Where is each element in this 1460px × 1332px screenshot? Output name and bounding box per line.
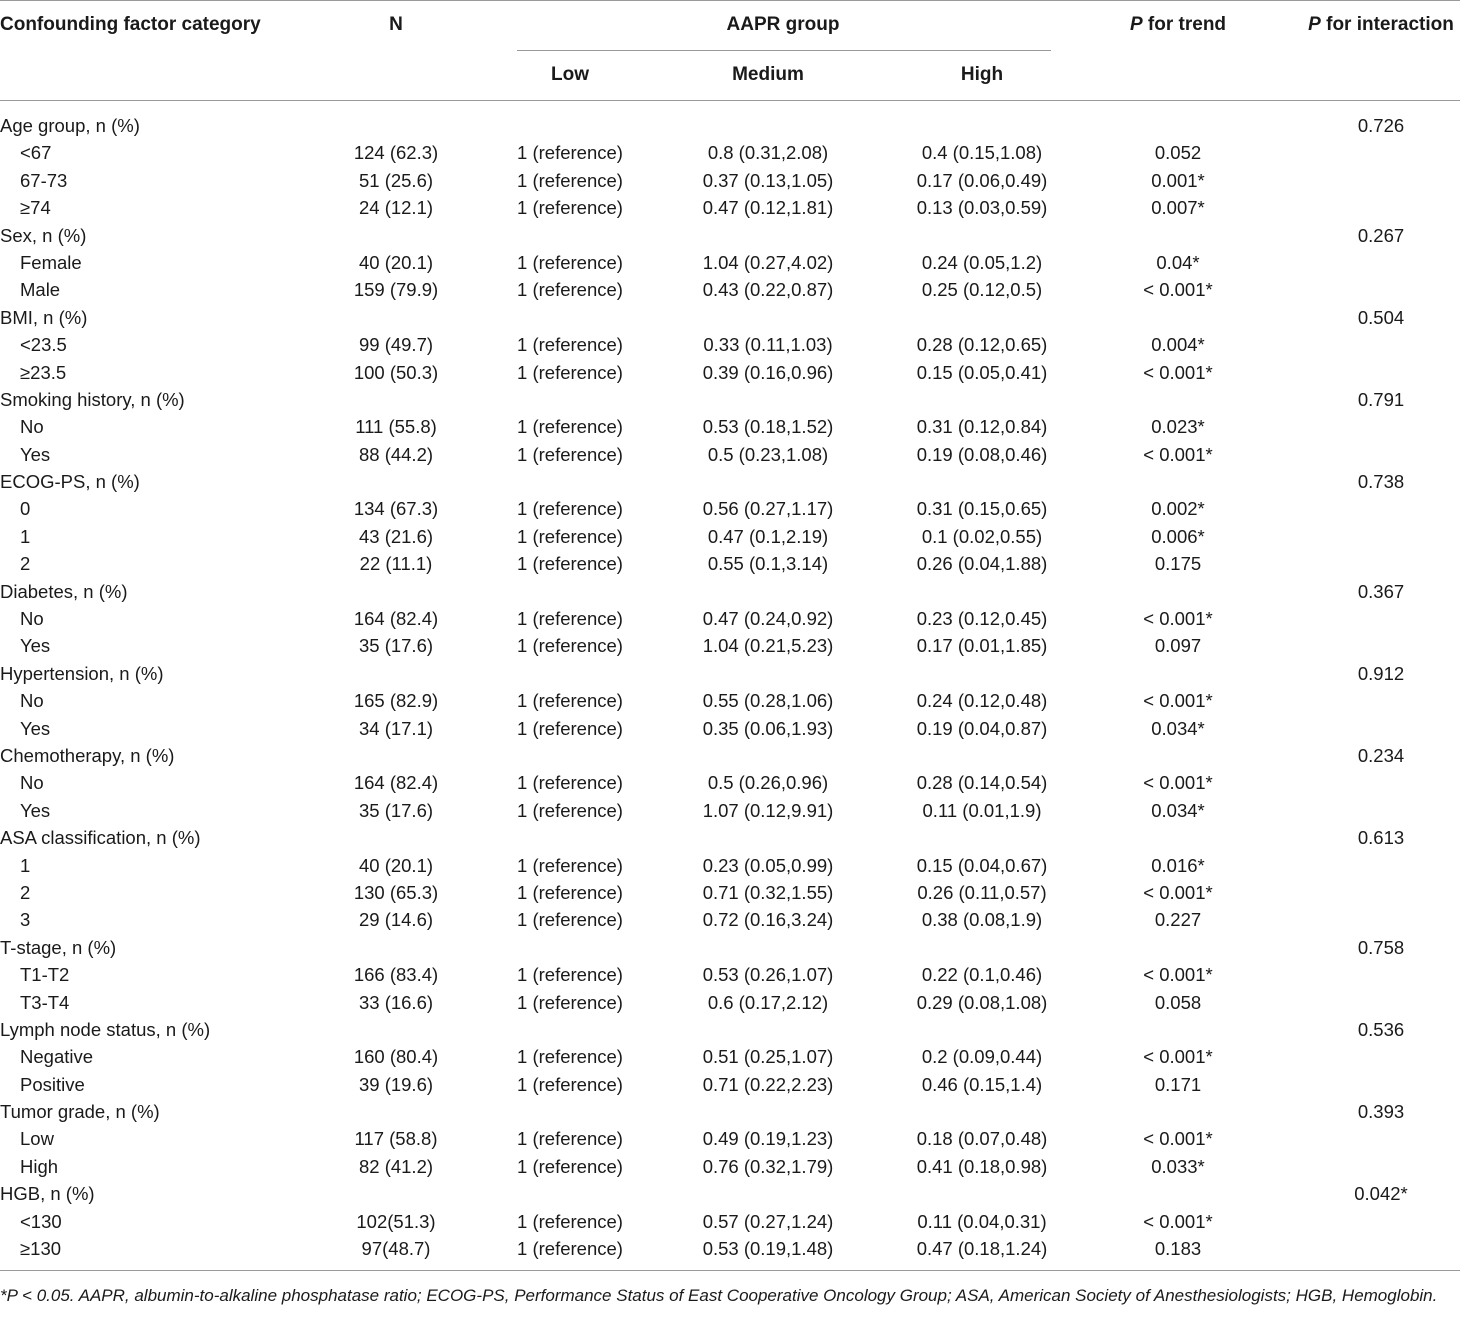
header-category: Confounding factor category xyxy=(0,14,261,35)
cell-p-trend: < 0.001* xyxy=(1143,608,1213,630)
table-row xyxy=(0,687,1460,714)
cell-high: 0.22 (0.1,0.46) xyxy=(921,964,1043,986)
row-label: No xyxy=(20,772,44,794)
cell-n: 160 (80.4) xyxy=(353,1046,439,1068)
cell-medium: 0.76 (0.32,1.79) xyxy=(702,1155,834,1177)
row-label: No xyxy=(20,690,44,712)
row-label: Hypertension, n (%) xyxy=(0,662,164,684)
cell-medium: 1.07 (0.12,9.91) xyxy=(702,799,834,821)
cell-low: 1 (reference) xyxy=(517,1128,623,1150)
header-low: Low xyxy=(551,64,589,85)
cell-medium: 0.5 (0.23,1.08) xyxy=(707,443,829,465)
cell-medium: 0.55 (0.28,1.06) xyxy=(702,690,834,712)
cell-low: 1 (reference) xyxy=(517,608,623,630)
cell-n: 40 (20.1) xyxy=(358,854,434,876)
table-row xyxy=(0,1043,1460,1070)
table-row xyxy=(0,1208,1460,1235)
cell-n: 165 (82.9) xyxy=(353,690,439,712)
cell-n: 124 (62.3) xyxy=(353,142,439,164)
cell-medium: 0.43 (0.22,0.87) xyxy=(702,279,834,301)
cell-low: 1 (reference) xyxy=(517,964,623,986)
table-row-category xyxy=(0,934,1460,961)
cell-high: 0.24 (0.12,0.48) xyxy=(916,690,1048,712)
cell-p-trend: 0.183 xyxy=(1154,1238,1202,1260)
cell-low: 1 (reference) xyxy=(517,909,623,931)
cell-high: 0.28 (0.14,0.54) xyxy=(916,772,1048,794)
cell-low: 1 (reference) xyxy=(517,142,623,164)
cell-medium: 0.71 (0.22,2.23) xyxy=(702,1073,834,1095)
header-p-trend-text: for trend xyxy=(1142,14,1227,35)
cell-low: 1 (reference) xyxy=(517,1073,623,1095)
cell-n: 166 (83.4) xyxy=(353,964,439,986)
cell-p-trend: < 0.001* xyxy=(1143,443,1213,465)
cell-p-trend: < 0.001* xyxy=(1143,772,1213,794)
cell-p-interaction: 0.791 xyxy=(1357,388,1405,410)
cell-n: 117 (58.8) xyxy=(354,1128,438,1150)
header-n: N xyxy=(389,14,403,35)
header-p-interaction-italic: P xyxy=(1308,14,1321,35)
cell-p-trend: < 0.001* xyxy=(1143,1046,1213,1068)
row-label: ≥130 xyxy=(20,1238,62,1260)
cell-n: 82 (41.2) xyxy=(358,1155,434,1177)
row-label: ≥23.5 xyxy=(20,361,67,383)
cell-p-interaction: 0.504 xyxy=(1357,306,1405,328)
row-label: T-stage, n (%) xyxy=(0,936,117,958)
table-row xyxy=(0,139,1460,166)
cell-n: 111 (55.8) xyxy=(355,416,437,438)
cell-p-interaction: 0.613 xyxy=(1357,827,1405,849)
cell-n: 33 (16.6) xyxy=(358,991,434,1013)
row-label: ASA classification, n (%) xyxy=(0,827,201,849)
cell-p-interaction: 0.536 xyxy=(1357,1018,1405,1040)
cell-low: 1 (reference) xyxy=(517,334,623,356)
cell-low: 1 (reference) xyxy=(517,1155,623,1177)
cell-low: 1 (reference) xyxy=(517,635,623,657)
table-row xyxy=(0,1153,1460,1180)
table-row-category xyxy=(0,468,1460,495)
table-row xyxy=(0,495,1460,522)
row-label: Female xyxy=(20,251,82,273)
cell-high: 0.11 (0.04,0.31) xyxy=(917,1210,1047,1232)
cell-p-trend: 0.034* xyxy=(1151,717,1205,739)
cell-medium: 0.55 (0.1,3.14) xyxy=(707,553,829,575)
cell-medium: 0.37 (0.13,1.05) xyxy=(702,169,834,191)
cell-low: 1 (reference) xyxy=(517,361,623,383)
cell-p-trend: 0.052 xyxy=(1154,142,1202,164)
cell-p-interaction: 0.042* xyxy=(1354,1183,1408,1205)
row-label: 1 xyxy=(20,854,31,876)
cell-medium: 0.53 (0.19,1.48) xyxy=(702,1238,834,1260)
table-row-category xyxy=(0,222,1460,249)
cell-p-trend: 0.016* xyxy=(1151,854,1205,876)
cell-p-trend: < 0.001* xyxy=(1143,1128,1213,1150)
row-label: Tumor grade, n (%) xyxy=(0,1101,160,1123)
cell-medium: 0.5 (0.26,0.96) xyxy=(707,772,829,794)
table-row xyxy=(0,1235,1460,1262)
row-label: Yes xyxy=(20,799,51,821)
table-row-category xyxy=(0,1180,1460,1207)
cell-medium: 0.6 (0.17,2.12) xyxy=(707,991,829,1013)
cell-low: 1 (reference) xyxy=(517,498,623,520)
row-label: 1 xyxy=(20,525,31,547)
header-aapr-group: AAPR group xyxy=(726,14,840,35)
footnote: *P < 0.05. AAPR, albumin-to-alkaline phosphatase ratio; ECOG-PS, Performance Status of East Cooperative Oncology Group; ASA, American Society of Anesthesiologists; HGB, Hemoglobin. xyxy=(0,1286,1438,1305)
header-high: High xyxy=(960,64,1004,85)
table-row xyxy=(0,249,1460,276)
row-label: <67 xyxy=(20,142,52,164)
cell-low: 1 (reference) xyxy=(517,1238,623,1260)
table-row xyxy=(0,441,1460,468)
table-row-category xyxy=(0,742,1460,769)
table-row xyxy=(0,879,1460,906)
row-label: <23.5 xyxy=(20,334,67,356)
aapr-group-rule xyxy=(517,50,1051,51)
table-row-category xyxy=(0,112,1460,139)
table-row xyxy=(0,989,1460,1016)
cell-high: 0.1 (0.02,0.55) xyxy=(921,525,1043,547)
table-row xyxy=(0,715,1460,742)
cell-high: 0.15 (0.05,0.41) xyxy=(916,361,1048,383)
table-row xyxy=(0,167,1460,194)
cell-medium: 0.8 (0.31,2.08) xyxy=(707,142,829,164)
row-label: Yes xyxy=(20,443,51,465)
header-p-interaction xyxy=(1308,14,1454,36)
cell-high: 0.18 (0.07,0.48) xyxy=(916,1128,1048,1150)
cell-n: 24 (12.1) xyxy=(358,197,434,219)
cell-n: 39 (19.6) xyxy=(358,1073,434,1095)
cell-p-trend: 0.04* xyxy=(1156,251,1200,273)
row-label: 3 xyxy=(20,909,31,931)
cell-n: 88 (44.2) xyxy=(358,443,434,465)
cell-p-trend: < 0.001* xyxy=(1143,881,1213,903)
row-label: 2 xyxy=(20,881,31,903)
header-medium: Medium xyxy=(732,64,804,85)
cell-n: 22 (11.1) xyxy=(359,553,433,575)
cell-medium: 0.56 (0.27,1.17) xyxy=(702,498,834,520)
table-row xyxy=(0,852,1460,879)
table-row-category xyxy=(0,304,1460,331)
table-row xyxy=(0,797,1460,824)
cell-low: 1 (reference) xyxy=(517,553,623,575)
cell-low: 1 (reference) xyxy=(517,197,623,219)
cell-n: 34 (17.1) xyxy=(358,717,434,739)
table-row xyxy=(0,605,1460,632)
cell-medium: 1.04 (0.21,5.23) xyxy=(702,635,834,657)
cell-medium: 0.39 (0.16,0.96) xyxy=(702,361,834,383)
cell-medium: 0.53 (0.26,1.07) xyxy=(702,964,834,986)
cell-high: 0.2 (0.09,0.44) xyxy=(921,1046,1043,1068)
cell-low: 1 (reference) xyxy=(517,799,623,821)
cell-low: 1 (reference) xyxy=(517,279,623,301)
row-label: Yes xyxy=(20,717,51,739)
cell-high: 0.26 (0.04,1.88) xyxy=(916,553,1048,575)
row-label: No xyxy=(20,416,44,438)
header-bottom-rule xyxy=(0,100,1460,101)
cell-medium: 0.53 (0.18,1.52) xyxy=(702,416,834,438)
table-row-category xyxy=(0,1098,1460,1125)
cell-p-trend: 0.002* xyxy=(1151,498,1205,520)
cell-p-trend: 0.007* xyxy=(1151,197,1205,219)
cell-p-interaction: 0.912 xyxy=(1357,662,1405,684)
cell-n: 29 (14.6) xyxy=(358,909,434,931)
table-row xyxy=(0,276,1460,303)
cell-p-trend: < 0.001* xyxy=(1143,964,1213,986)
table-row xyxy=(0,906,1460,933)
cell-medium: 0.47 (0.12,1.81) xyxy=(702,197,834,219)
cell-high: 0.46 (0.15,1.4) xyxy=(921,1073,1043,1095)
cell-medium: 0.47 (0.24,0.92) xyxy=(702,608,834,630)
row-label: Sex, n (%) xyxy=(0,224,87,246)
cell-low: 1 (reference) xyxy=(517,690,623,712)
cell-p-interaction: 0.367 xyxy=(1357,580,1405,602)
table-row-category xyxy=(0,824,1460,851)
cell-n: 35 (17.6) xyxy=(358,635,434,657)
cell-p-trend: 0.171 xyxy=(1154,1073,1202,1095)
table-row-category xyxy=(0,1016,1460,1043)
cell-high: 0.23 (0.12,0.45) xyxy=(916,608,1048,630)
cell-p-interaction: 0.726 xyxy=(1357,115,1405,136)
cell-p-trend: < 0.001* xyxy=(1143,361,1213,383)
cell-n: 35 (17.6) xyxy=(358,799,434,821)
table-row xyxy=(0,961,1460,988)
cell-n: 102(51.3) xyxy=(356,1210,436,1232)
cell-high: 0.47 (0.18,1.24) xyxy=(916,1238,1048,1260)
cell-high: 0.24 (0.05,1.2) xyxy=(921,251,1043,273)
cell-high: 0.4 (0.15,1.08) xyxy=(921,142,1043,164)
row-label: Diabetes, n (%) xyxy=(0,580,128,602)
cell-n: 100 (50.3) xyxy=(353,361,439,383)
cell-p-trend: 0.001* xyxy=(1151,169,1205,191)
table-row xyxy=(0,1071,1460,1098)
table-row-category xyxy=(0,578,1460,605)
cell-medium: 1.04 (0.27,4.02) xyxy=(702,251,834,273)
cell-p-trend: 0.033* xyxy=(1151,1155,1205,1177)
row-label: ≥74 xyxy=(20,197,51,219)
table-row xyxy=(0,1125,1460,1152)
row-label: Age group, n (%) xyxy=(0,115,140,136)
cell-low: 1 (reference) xyxy=(517,169,623,191)
cell-high: 0.19 (0.04,0.87) xyxy=(916,717,1048,739)
cell-high: 0.38 (0.08,1.9) xyxy=(921,909,1043,931)
cell-high: 0.17 (0.01,1.85) xyxy=(916,635,1048,657)
cell-p-interaction: 0.267 xyxy=(1357,224,1405,246)
cell-n: 164 (82.4) xyxy=(353,772,439,794)
table-row xyxy=(0,194,1460,221)
row-label: HGB, n (%) xyxy=(0,1183,95,1205)
cell-p-interaction: 0.393 xyxy=(1357,1101,1405,1123)
cell-low: 1 (reference) xyxy=(517,717,623,739)
cell-low: 1 (reference) xyxy=(517,772,623,794)
cell-n: 51 (25.6) xyxy=(358,169,434,191)
row-label: Smoking history, n (%) xyxy=(0,388,185,410)
cell-medium: 0.23 (0.05,0.99) xyxy=(702,854,834,876)
cell-p-trend: < 0.001* xyxy=(1143,279,1213,301)
cell-medium: 0.33 (0.11,1.03) xyxy=(703,334,833,356)
row-label: BMI, n (%) xyxy=(0,306,88,328)
cell-p-trend: 0.175 xyxy=(1154,553,1202,575)
row-label: T3-T4 xyxy=(20,991,70,1013)
cell-p-trend: 0.004* xyxy=(1151,334,1205,356)
cell-p-interaction: 0.738 xyxy=(1357,471,1405,493)
cell-high: 0.41 (0.18,0.98) xyxy=(916,1155,1048,1177)
row-label: Low xyxy=(20,1128,54,1150)
cell-p-trend: 0.034* xyxy=(1151,799,1205,821)
cell-high: 0.11 (0.01,1.9) xyxy=(922,799,1042,821)
header-p-trend-italic: P xyxy=(1129,14,1143,35)
row-label: 0 xyxy=(20,498,31,520)
row-label: ECOG-PS, n (%) xyxy=(0,471,140,493)
cell-n: 43 (21.6) xyxy=(358,525,434,547)
row-label: T1-T2 xyxy=(20,964,70,986)
row-label: Yes xyxy=(20,635,51,657)
cell-p-trend: 0.058 xyxy=(1154,991,1202,1013)
cell-p-trend: 0.023* xyxy=(1151,416,1205,438)
table-row xyxy=(0,769,1460,796)
table-top-rule xyxy=(0,0,1460,1)
cell-high: 0.26 (0.11,0.57) xyxy=(917,881,1047,903)
table-row xyxy=(0,632,1460,659)
cell-p-trend: < 0.001* xyxy=(1143,690,1213,712)
cell-low: 1 (reference) xyxy=(517,416,623,438)
header-p-interaction-text: for interaction xyxy=(1320,14,1454,35)
cell-low: 1 (reference) xyxy=(517,1046,623,1068)
cell-low: 1 (reference) xyxy=(517,1210,623,1232)
header-p-trend xyxy=(1130,14,1226,36)
cell-n: 97(48.7) xyxy=(361,1238,431,1260)
row-label: Negative xyxy=(20,1046,94,1068)
table-row xyxy=(0,413,1460,440)
table-bottom-rule xyxy=(0,1270,1460,1271)
cell-n: 164 (82.4) xyxy=(353,608,439,630)
cell-high: 0.31 (0.12,0.84) xyxy=(916,416,1048,438)
table-row xyxy=(0,359,1460,386)
cell-low: 1 (reference) xyxy=(517,854,623,876)
table-row xyxy=(0,331,1460,358)
cell-n: 40 (20.1) xyxy=(358,251,434,273)
cell-high: 0.17 (0.06,0.49) xyxy=(916,169,1048,191)
row-label: No xyxy=(20,608,44,630)
row-label: Chemotherapy, n (%) xyxy=(0,744,175,766)
cell-p-interaction: 0.758 xyxy=(1357,936,1405,958)
cell-p-trend: 0.227 xyxy=(1154,909,1202,931)
cell-high: 0.15 (0.04,0.67) xyxy=(916,854,1048,876)
cell-n: 130 (65.3) xyxy=(353,881,439,903)
cell-p-trend: < 0.001* xyxy=(1143,1210,1213,1232)
cell-medium: 0.49 (0.19,1.23) xyxy=(702,1128,834,1150)
cell-low: 1 (reference) xyxy=(517,525,623,547)
table-row-category xyxy=(0,386,1460,413)
cell-p-trend: 0.006* xyxy=(1151,525,1205,547)
cell-high: 0.19 (0.08,0.46) xyxy=(916,443,1048,465)
cell-high: 0.13 (0.03,0.59) xyxy=(916,197,1048,219)
cell-n: 99 (49.7) xyxy=(358,334,434,356)
cell-n: 134 (67.3) xyxy=(353,498,439,520)
row-label: Positive xyxy=(20,1073,85,1095)
row-label: High xyxy=(20,1155,59,1177)
cell-high: 0.31 (0.15,0.65) xyxy=(916,498,1048,520)
table-row-category xyxy=(0,660,1460,687)
cell-low: 1 (reference) xyxy=(517,251,623,273)
cell-high: 0.28 (0.12,0.65) xyxy=(916,334,1048,356)
row-label: 67-73 xyxy=(20,169,68,191)
cell-low: 1 (reference) xyxy=(517,443,623,465)
row-label: Lymph node status, n (%) xyxy=(0,1018,211,1040)
row-label: 2 xyxy=(20,553,31,575)
row-label: Male xyxy=(20,279,61,301)
row-label: <130 xyxy=(20,1210,62,1232)
cell-medium: 0.71 (0.32,1.55) xyxy=(702,881,834,903)
cell-n: 159 (79.9) xyxy=(353,279,439,301)
table-body xyxy=(0,112,1460,1262)
table-row xyxy=(0,550,1460,577)
cell-high: 0.29 (0.08,1.08) xyxy=(916,991,1048,1013)
cell-low: 1 (reference) xyxy=(517,991,623,1013)
cell-medium: 0.57 (0.27,1.24) xyxy=(702,1210,834,1232)
table-row xyxy=(0,523,1460,550)
cell-p-trend: 0.097 xyxy=(1154,635,1202,657)
cell-p-interaction: 0.234 xyxy=(1357,744,1405,766)
cell-medium: 0.72 (0.16,3.24) xyxy=(702,909,834,931)
cell-low: 1 (reference) xyxy=(517,881,623,903)
cell-medium: 0.51 (0.25,1.07) xyxy=(702,1046,834,1068)
cell-medium: 0.47 (0.1,2.19) xyxy=(707,525,829,547)
cell-medium: 0.35 (0.06,1.93) xyxy=(702,717,834,739)
cell-high: 0.25 (0.12,0.5) xyxy=(921,279,1043,301)
